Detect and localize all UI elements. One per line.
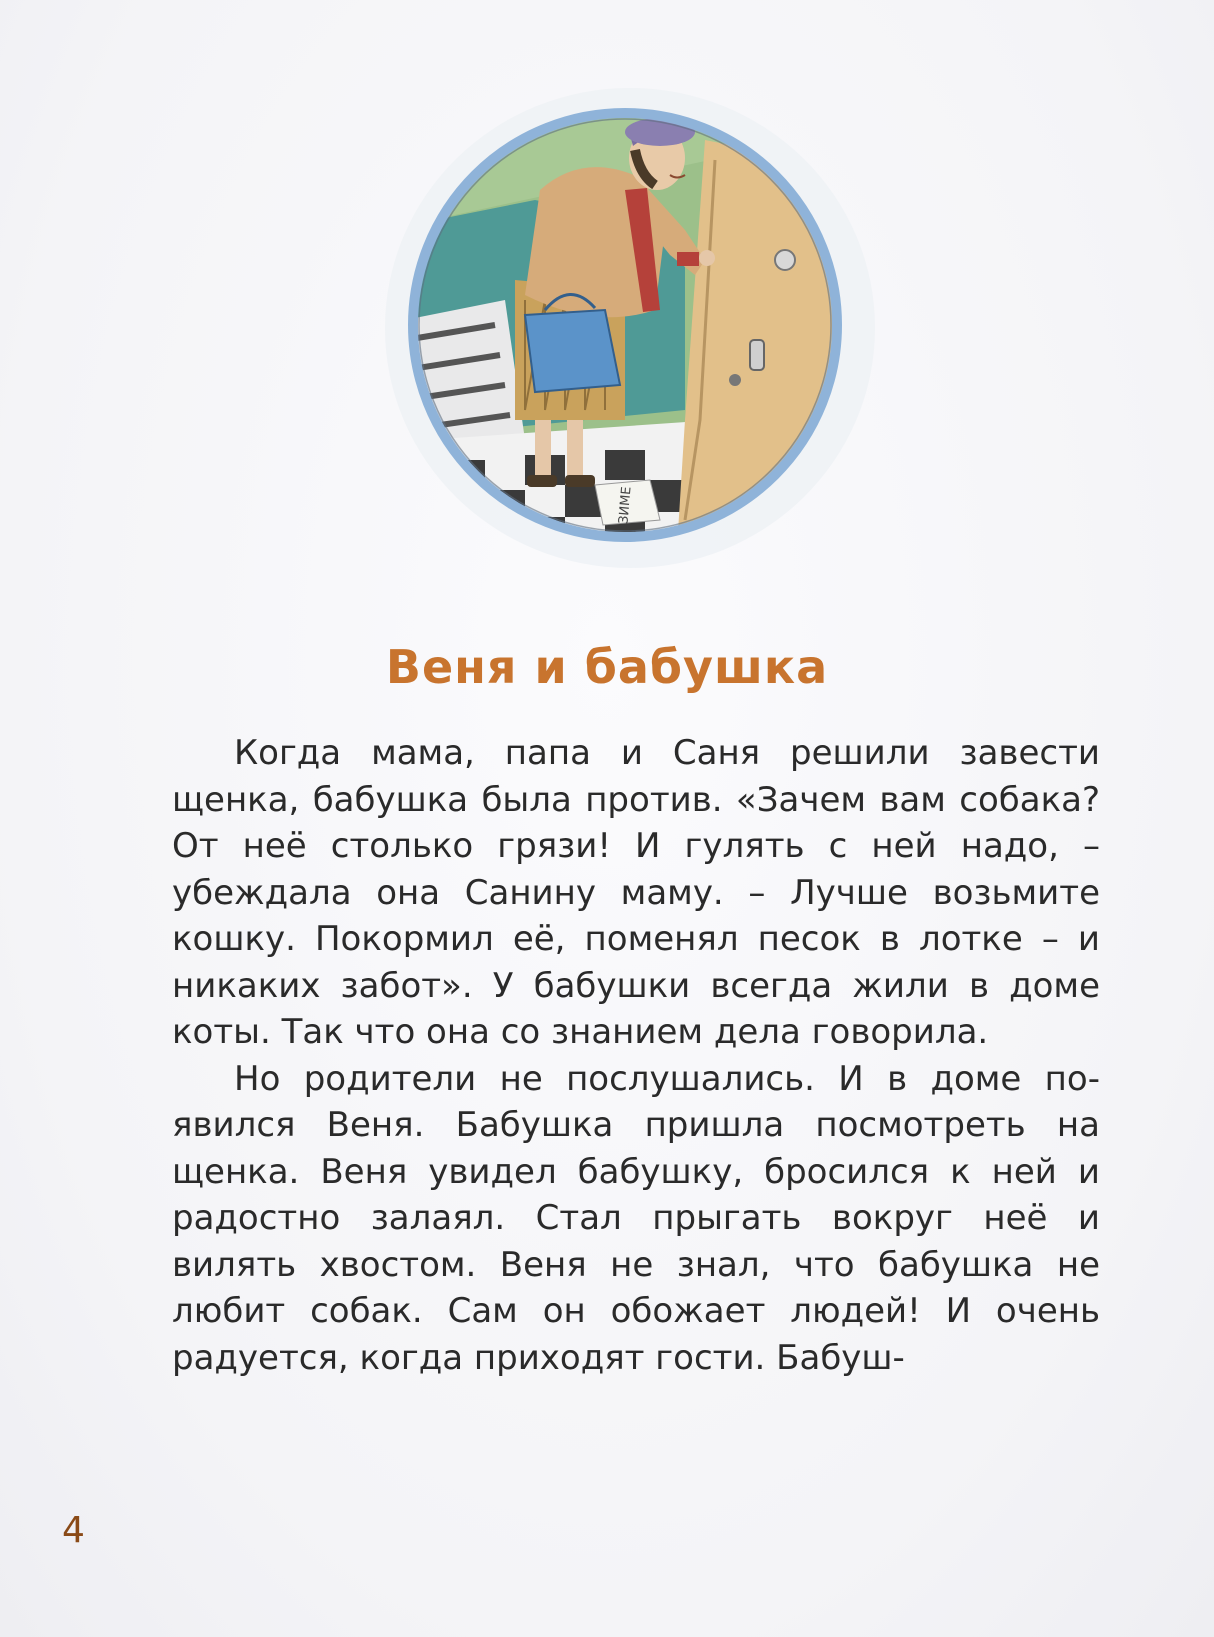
story-text xyxy=(172,730,1100,1381)
paragraph-1: Когда мама, папа и Саня решили завести щенка, бабушка была против. «Зачем вам собака? От неё столько грязи! И гулять с ней надо, – убеждала она Санину маму. – Лучше возьмите кошку. Покормил её, поменял песок в лотке – и никаких забот». У бабушки всегда жили в доме коты. Так что она со знанием дела говорила. xyxy=(172,733,1100,1052)
doormat-label: ЗИМЕ xyxy=(616,485,635,525)
round-illustration-grandmother-at-door xyxy=(385,80,895,580)
page-number: 4 xyxy=(62,1510,85,1551)
story-title: Веня и бабушка xyxy=(385,640,829,694)
paragraph-2: Но родители не послушались. И в доме появился Веня. Бабушка пришла посмотреть на щенка. Веня увидел бабушку, бросился к ней и радостно залаял. Стал прыгать вокруг неё и вилять хвостом. Веня не знал, что бабушка не любит собак. Сам он обожает людей! И очень радуется, когда приходят гости. Бабуш- xyxy=(172,1058,1100,1378)
